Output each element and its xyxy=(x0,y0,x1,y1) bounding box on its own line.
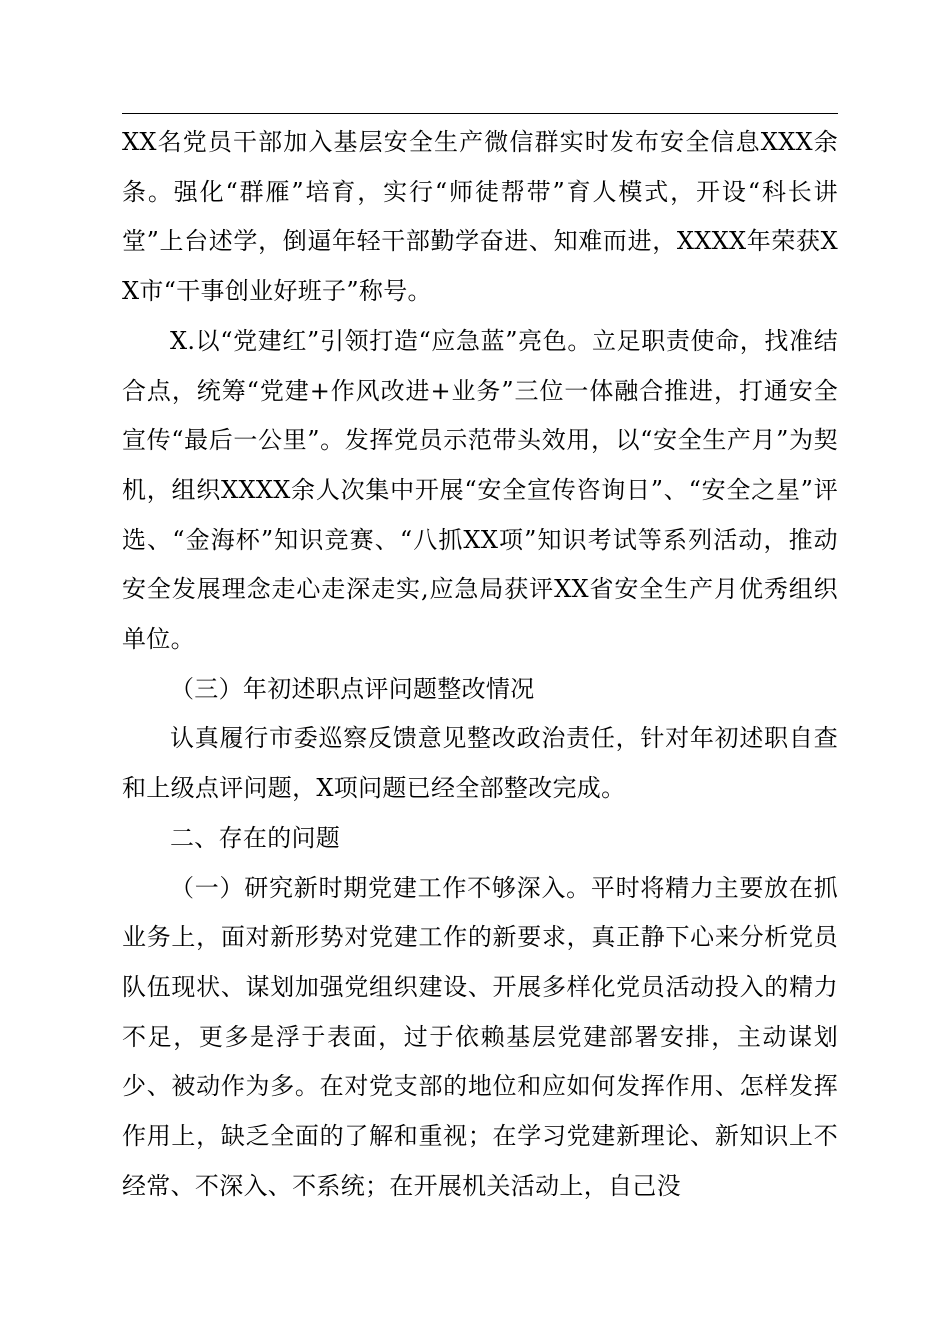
paragraph-party-building-emergency: X.以“党建红”引领打造“应急蓝”亮色。立足职责使命，找准结合点，统筹“党建+作风改进+业务”三位一体融合推进，打通安全宣传“最后一公里”。发挥党员示范带头效用，以“安全生产月”为契机，组织XXXX余人次集中开展“安全宣传咨询日”、“安全之星”评选、“金海杯”知识竞赛、“八抓XX项”知识考试等系列活动，推动安全发展理念走心走深走实,应急局获评XX省安全生产月优秀组织单位。 xyxy=(122,326,838,654)
document-body xyxy=(122,118,838,1211)
section-heading-existing-problems: 二、存在的问题 xyxy=(170,823,341,852)
section-heading-rectification: （三）年初述职点评问题整改情况 xyxy=(170,674,535,703)
paragraph-party-member-training: XX名党员干部加入基层安全生产微信群实时发布安全信息XXX余条。强化“群雁”培育，实行“师徒帮带”育人模式，开设“科长讲堂”上台述学，倒逼年轻干部勤学奋进、知难而进，XXXX年荣获XX市“干事创业好班子”称号。 xyxy=(122,128,838,306)
header-rule xyxy=(122,113,838,114)
paragraph-problem-one: （一）研究新时期党建工作不够深入。平时将精力主要放在抓业务上，面对新形势对党建工作的新要求，真正静下心来分析党员队伍现状、谋划加强党组织建设、开展多样化党员活动投入的精力不足，更多是浮于表面，过于依赖基层党建部署安排，主动谋划少、被动作为多。在对党支部的地位和应如何发挥作用、怎样发挥作用上，缺乏全面的了解和重视；在学习党建新理论、新知识上不经常、不深入、不系统；在开展机关活动上，自己没 xyxy=(122,873,838,1200)
paragraph-rectification-status: 认真履行市委巡察反馈意见整改政治责任，针对年初述职自查和上级点评问题，X项问题已经全部整改完成。 xyxy=(122,724,838,803)
